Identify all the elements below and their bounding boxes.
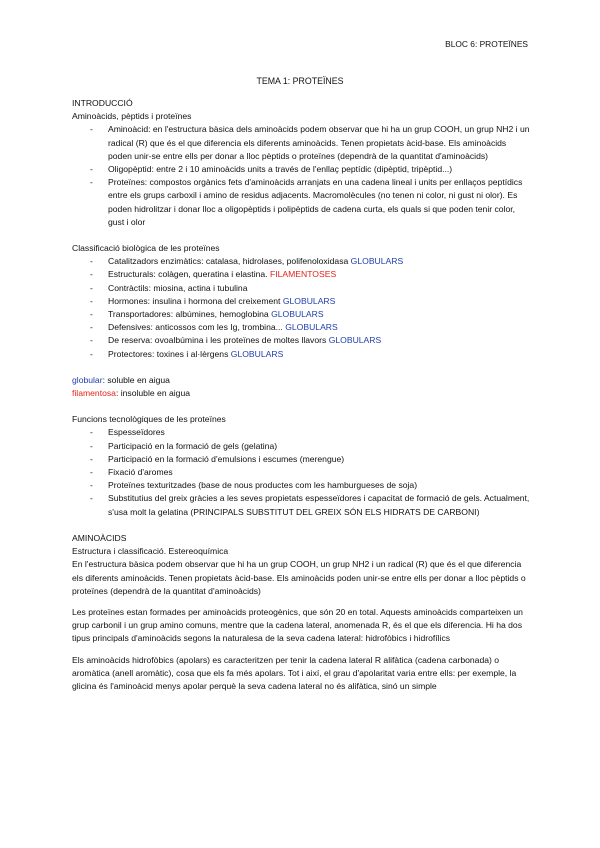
- list-item: - Proteïnes: compostos orgànics fets d'aminoàcids arranjats en una cadena lineal i units per enllaços peptídics entre els grups carboxil i amino de residus adjacents. Macromolècules (no tenen ni color, ni gust ni olor). Es poden hidrolitzar i donar lloc a oligopèptids i polipèptids de cadena curta, els quals si que poden tenir color, gust i olor: [72, 176, 530, 229]
- filamentosa-definition: [72, 387, 530, 400]
- funcions-list: [72, 426, 530, 518]
- item-tag: GLOBULARS: [285, 322, 338, 333]
- list-item: - Oligopèptid: entre 2 i 10 aminoàcids units a través de l'enllaç peptídic (dipèptid, tripèptid...): [72, 163, 530, 176]
- list-item: [72, 334, 530, 347]
- list-item: [72, 321, 530, 334]
- list-item: - Fixació d'aromes: [72, 466, 530, 479]
- bloc-header: BLOC 6: PROTEÏNES: [445, 39, 528, 49]
- item-text: Contràctils: miosina, actina i tubulina: [108, 282, 248, 293]
- paragraph: Els aminoàcids hidrofòbics (apolars) es caracteritzen per tenir la cadena lateral R alifàtica (cadena carbonada) o aromàtica (anell aromàtic), cosa que els fa més apolars. Tot i així, el grau d'apolaritat varia entre ells: per exemple, la glicina és l'aminoàcid menys apolar perquè la seva cadena lateral no és alifàtica, sinó un simple: [72, 654, 517, 691]
- list-item: - Aminoàcid: en l'estructura bàsica dels aminoàcids podem observar que hi ha un grup COOH, un grup NH2 i un radical (R) que és el que diferencia els diferents aminoàcids. Tenen propietats àcid-base. Els aminoàcids poden unir-se entre ells per donar a lloc pèptids o proteïnes (dependrà de la quantitat d'aminoàcids): [72, 123, 530, 163]
- paragraph: Les proteïnes estan formades per aminoàcids proteogènics, que són 20 en total. Aquests aminoàcids comparteixen un grup carbonil i un grup amino comuns, mentre que la cadena lateral, anomenada R, és el que els diferencia. Hi ha dos tipus principals d'aminoàcids segons la naturalesa de la seva cadena lateral: hidrofòbics i hidrofílics: [72, 606, 523, 644]
- classificacio-heading: Classificació biològica de les proteïnes: [72, 243, 220, 254]
- item-text: Transportadores: albúmines, hemoglobina: [108, 309, 272, 320]
- globular-def: : soluble en aigua: [102, 374, 170, 385]
- intro-subheading: Aminoàcids, pèptids i proteïnes: [72, 111, 192, 122]
- classificacio-list: [72, 255, 530, 361]
- list-item: [72, 348, 530, 361]
- filamentosa-term: filamentosa: [72, 388, 116, 399]
- item-tag: GLOBULARS: [350, 256, 404, 267]
- item-tag: GLOBULARS: [328, 335, 382, 346]
- document-body: [72, 97, 530, 693]
- item-text: De reserva: ovoalbúmina i les proteïnes de moltes llavors: [108, 335, 329, 346]
- item-text: Catalitzadors enzimàtics: catalasa, hidrolases, polifenoloxidasa: [108, 256, 351, 267]
- paragraph: En l'estructura bàsica podem observar que hi ha un grup COOH, un grup NH2 i un radical (R) que és el que diferencia els diferents aminoàcids. Tenen propietats àcid-base. Els aminoàcids poden unir-se entre ells per donar a lloc pèptids o proteïnes (dependrà de la quantitat d'aminoàcids): [72, 559, 526, 596]
- aminoacids-subheading: Estructura i classificació. Estereoquímica: [72, 546, 229, 557]
- page-title: TEMA 1: PROTEÏNES: [256, 76, 344, 86]
- item-tag: GLOBULARS: [271, 309, 324, 320]
- item-tag: GLOBULARS: [230, 348, 284, 359]
- list-item: - Proteïnes texturitzades (base de nous productes com les hamburgueses de soja): [72, 479, 530, 492]
- list-item: - Participació en la formació d'emulsions i escumes (merengue): [72, 453, 530, 466]
- list-item: [72, 282, 530, 295]
- item-text: Defensives: anticossos com les Ig, trombina...: [108, 322, 286, 333]
- globular-term: globular: [72, 374, 103, 385]
- item-text: Hormones: insulina i hormona del creixement: [108, 295, 283, 306]
- globular-definition: [72, 374, 530, 387]
- list-item: [72, 295, 530, 308]
- intro-heading: INTRODUCCIÓ: [72, 98, 133, 108]
- list-item: - Substitutius del greix gràcies a les seves propietats espesseïdores i capacitat de formació de gels. Actualment, s'usa molt la gelatina (PRINCIPALS SUBSTITUT DEL GREIX SÓN ELS HIDRATS DE CARBONI): [72, 492, 530, 518]
- list-item: - Participació en la formació de gels (gelatina): [72, 440, 530, 453]
- list-item: - Espesseïdores: [72, 426, 530, 439]
- list-item: [72, 268, 530, 281]
- list-item: [72, 308, 530, 321]
- aminoacids-heading: AMINOÀCIDS: [72, 532, 127, 543]
- intro-list: [72, 123, 530, 229]
- funcions-heading: Funcions tecnològiques de les proteïnes: [72, 414, 226, 425]
- filamentosa-def: : insoluble en aigua: [115, 388, 191, 399]
- item-tag: FILAMENTOSES: [269, 269, 337, 280]
- list-item: [72, 255, 530, 268]
- item-text: Protectores: toxines i al·lèrgens: [108, 348, 231, 359]
- item-tag: GLOBULARS: [282, 295, 336, 306]
- item-text: Estructurals: colàgen, queratina i elastina.: [108, 269, 270, 280]
